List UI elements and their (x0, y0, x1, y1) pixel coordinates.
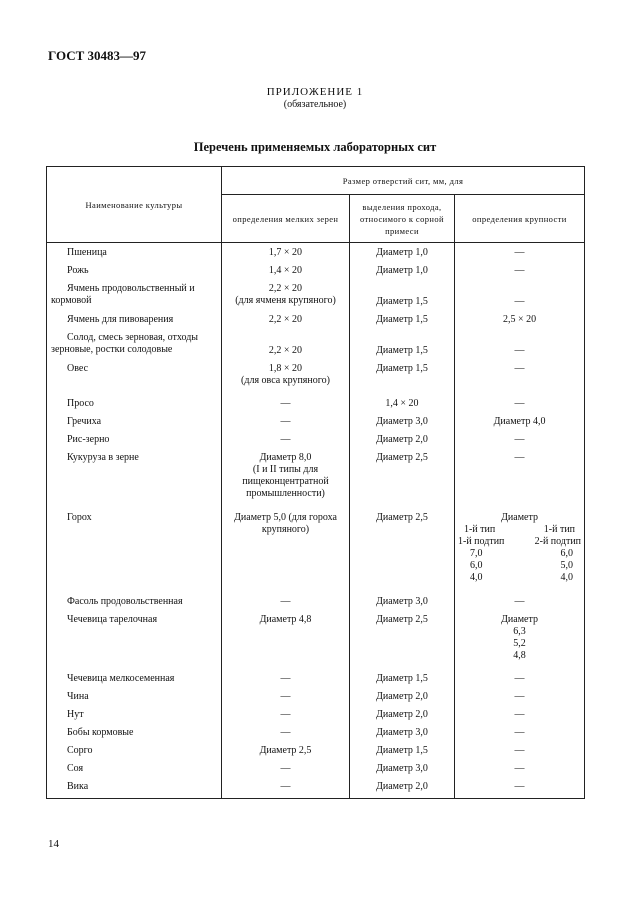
cell-size: — (455, 431, 585, 449)
cell-small-grains: — (222, 760, 350, 778)
table-row (47, 431, 585, 449)
column-header-weed-passage: выделения прохода, относимого к сорной примеси (350, 195, 455, 243)
cell-small-grains: — (222, 593, 350, 611)
culture-name: Просо (47, 390, 222, 413)
culture-name: Сорго (47, 742, 222, 760)
table-row (47, 706, 585, 724)
culture-name: Чечевица мелкосеменная (47, 670, 222, 688)
culture-name: Рожь (47, 262, 222, 280)
cell-size: — (455, 688, 585, 706)
cell-weed-passage: Диаметр 1,0 (350, 243, 455, 263)
cell-size: — (455, 449, 585, 503)
cell-weed-passage: Диаметр 2,5 (350, 611, 455, 670)
table-row (47, 778, 585, 799)
table-row (47, 390, 585, 413)
cell-size: — (455, 262, 585, 280)
cell-small-grains: — (222, 688, 350, 706)
culture-name: Рис-зерно (47, 431, 222, 449)
cell-weed-passage: Диаметр 1,5 (350, 329, 455, 360)
page-title: Перечень применяемых лабораторных сит (193, 140, 437, 154)
cell-weed-passage: Диаметр 3,0 (350, 413, 455, 431)
cell-small-grains: Диаметр 8,0 (I и II типы для пищеконцентратной промышленности) (222, 449, 350, 503)
table-row (47, 742, 585, 760)
cell-size: — (455, 670, 585, 688)
cell-weed-passage: Диаметр 1,5 (350, 742, 455, 760)
table-row (47, 688, 585, 706)
cell-size: — (455, 778, 585, 799)
cell-size: — (455, 593, 585, 611)
cell-weed-passage: Диаметр 2,0 (350, 706, 455, 724)
culture-name: Горох (47, 503, 222, 593)
appendix-label: ПРИЛОЖЕНИЕ 1 (266, 86, 364, 98)
culture-name: Кукуруза в зерне (47, 449, 222, 503)
cell-small-grains: — (222, 413, 350, 431)
cell-size: — (455, 360, 585, 390)
cell-size: 2,5 × 20 (455, 311, 585, 329)
cell-size: Диаметр 1-й тип 1-й тип 1-й подтип 2-й подтип 7,0 6,0 6,0 5,0 4,0 4,0 (455, 503, 585, 593)
cell-weed-passage: Диаметр 1,5 (350, 360, 455, 390)
culture-name: Бобы кормовые (47, 724, 222, 742)
cell-weed-passage: Диаметр 1,0 (350, 262, 455, 280)
cell-small-grains: — (222, 670, 350, 688)
cell-small-grains: — (222, 431, 350, 449)
cell-small-grains: Диаметр 4,8 (222, 611, 350, 670)
cell-weed-passage: Диаметр 1,5 (350, 670, 455, 688)
page-number: 14 (48, 838, 59, 850)
culture-name: Ячмень для пивоварения (47, 311, 222, 329)
cell-small-grains: 1,8 × 20 (для овса крупяного) (222, 360, 350, 390)
culture-name: Вика (47, 778, 222, 799)
cell-small-grains: — (222, 390, 350, 413)
culture-name: Пшеница (47, 243, 222, 263)
cell-weed-passage: Диаметр 2,5 (350, 449, 455, 503)
cell-small-grains: Диаметр 2,5 (222, 742, 350, 760)
sieve-table (46, 166, 585, 799)
cell-weed-passage: Диаметр 3,0 (350, 593, 455, 611)
cell-small-grains: — (222, 724, 350, 742)
column-header-size: определения крупности (455, 195, 585, 243)
table-row (47, 311, 585, 329)
cell-size: — (455, 390, 585, 413)
culture-name: Нут (47, 706, 222, 724)
table-row (47, 449, 585, 503)
cell-small-grains: 2,2 × 20 (222, 329, 350, 360)
culture-name: Гречиха (47, 413, 222, 431)
cell-small-grains: 1,7 × 20 (222, 243, 350, 263)
cell-weed-passage: Диаметр 3,0 (350, 760, 455, 778)
cell-weed-passage: Диаметр 2,0 (350, 778, 455, 799)
cell-weed-passage: Диаметр 3,0 (350, 724, 455, 742)
culture-name: Соя (47, 760, 222, 778)
culture-name: Фасоль продовольственная (47, 593, 222, 611)
culture-name: Ячмень продовольственный и кормовой (47, 280, 222, 311)
cell-size: — (455, 280, 585, 311)
table-row (47, 503, 585, 593)
cell-weed-passage: Диаметр 1,5 (350, 280, 455, 311)
cell-size: — (455, 706, 585, 724)
table-row (47, 760, 585, 778)
table-row (47, 262, 585, 280)
table-row (47, 413, 585, 431)
cell-small-grains: Диаметр 5,0 (для гороха крупяного) (222, 503, 350, 593)
cell-size: — (455, 243, 585, 263)
culture-name: Овес (47, 360, 222, 390)
table-row (47, 280, 585, 311)
column-header-culture: Наименование культуры (47, 167, 222, 243)
cell-weed-passage: Диаметр 2,5 (350, 503, 455, 593)
document-code: ГОСТ 30483—97 (48, 48, 147, 63)
table-row (47, 360, 585, 390)
cell-weed-passage: Диаметр 2,0 (350, 431, 455, 449)
table-row (47, 724, 585, 742)
table-row (47, 593, 585, 611)
culture-name: Чечевица тарелочная (47, 611, 222, 670)
cell-small-grains: — (222, 706, 350, 724)
table-row (47, 329, 585, 360)
cell-weed-passage: Диаметр 1,5 (350, 311, 455, 329)
cell-size: — (455, 329, 585, 360)
cell-size: — (455, 742, 585, 760)
cell-size: — (455, 724, 585, 742)
cell-small-grains: 2,2 × 20 (222, 311, 350, 329)
cell-small-grains: 1,4 × 20 (222, 262, 350, 280)
cell-small-grains: — (222, 778, 350, 799)
table-row (47, 243, 585, 263)
cell-weed-passage: Диаметр 2,0 (350, 688, 455, 706)
culture-name: Чина (47, 688, 222, 706)
column-header-small-grains: определения мелких зерен (222, 195, 350, 243)
cell-size: Диаметр 4,0 (455, 413, 585, 431)
cell-small-grains: 2,2 × 20 (для ячменя крупяного) (222, 280, 350, 311)
culture-name: Солод, смесь зерновая, отходы зерновые, ростки солодовые (47, 329, 222, 360)
table-row (47, 611, 585, 670)
appendix-note: (обязательное) (283, 99, 347, 110)
cell-size: Диаметр 6,3 5,2 4,8 (455, 611, 585, 670)
cell-size: — (455, 760, 585, 778)
table-row (47, 670, 585, 688)
column-header-group: Размер отверстий сит, мм, для (222, 167, 585, 195)
cell-weed-passage: 1,4 × 20 (350, 390, 455, 413)
